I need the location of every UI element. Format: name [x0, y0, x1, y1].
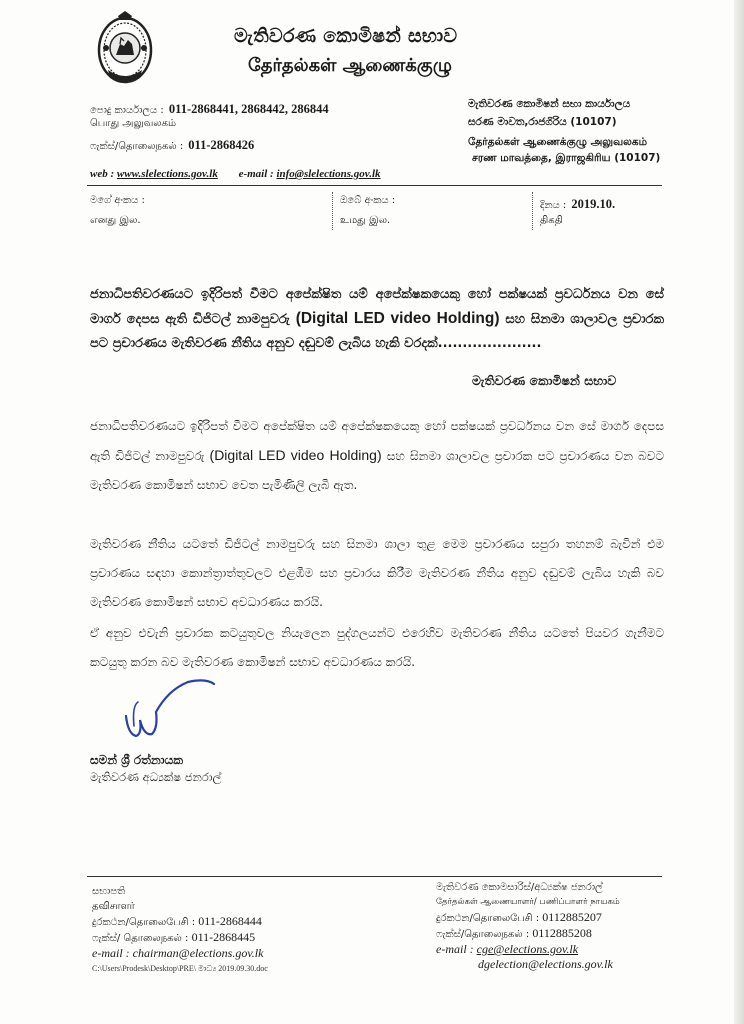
- my-ref-tamil: எனது இல.: [90, 215, 141, 226]
- date-value: 2019.10.: [571, 197, 616, 211]
- address-line-2: සරණ මාවත,රාජගිරිය (10107): [468, 116, 617, 128]
- footer-left-fax: 011-2868445: [191, 930, 256, 944]
- paragraph-1-english: (Digital LED video Holding): [209, 447, 382, 463]
- address-line-1: මැතිවරණ කොමිෂන් සභා කාර්යාලය: [468, 98, 631, 110]
- date-row: [540, 193, 615, 212]
- page-edge-shadow: [734, 0, 744, 1024]
- notice-heading: [90, 283, 664, 356]
- footer-right-email-1[interactable]: cge@elections.gov.lk: [476, 942, 579, 956]
- footer-left-phone-label: දුරකථන/தொலைபேசி :: [92, 917, 196, 928]
- footer-left-role-sinhala: සභාපති: [92, 886, 126, 897]
- office-numbers: 011-2868441, 2868442, 286844: [168, 102, 329, 116]
- footer-right-role-tamil: தேர்தல்கள் ஆணையாளர்/ பணிப்பாளர் நாயகம்: [436, 897, 620, 907]
- heading-part-2: සහ සිනමා ශාලාවල ප්‍රචාරක පට ප්‍රචාරණය මැතිවරණ නීතිය අනුව දඬුවම් ලැබිය හැකි වරදක්.....................: [90, 312, 665, 351]
- heading-part-1: ජනාධිපතිවරණයට ඉදිරිපත් වීමට අපේක්ෂිත යම් අපේක්ෂකයෙකු හෝ පක්ෂයක් ප්‍රවර්ධනය වන සේ මාර්ග දෙපස ඇති ඩිජිටල් නාමපුවරු: [90, 287, 664, 327]
- footer-left-email-label: e-mail :: [92, 946, 130, 960]
- web-url-link[interactable]: www.slelections.gov.lk: [116, 168, 218, 180]
- your-ref-sinhala: ඔබේ අංකය :: [340, 195, 396, 206]
- paragraph-1-part-b: සහ සිනමා ශාලාවල ප්‍රචාරක පට ප්‍රචාරණය වන බවට මැතිවරණ කොමිෂන් සභාව වෙත පැමිණිලි ලැබී ඇත.: [90, 449, 664, 492]
- footer-right-fax: 0112885208: [532, 926, 592, 940]
- office-label: පොදු කාර්යාලය :: [90, 105, 164, 116]
- footer-left-phone: 011-2868444: [198, 914, 262, 928]
- footer-left: [92, 884, 268, 976]
- handwritten-signature-icon: [118, 676, 218, 746]
- fax-number: 011-2868426: [188, 138, 255, 152]
- footer-right: [436, 880, 620, 972]
- my-ref-sinhala: මගේ අංකය :: [90, 195, 145, 206]
- paragraph-2: මැතිවරණ නීතිය යටතේ ඩිජිටල් නාමපුවරු සහ සිනමා ශාලා තුළ මෙම ප්‍රචාරණය සපුරා තහනම් බැවින් එම ප්‍රචාරණය සඳහා කොන්ත්‍රාත්තුවලට එළඹීම සහ ප්‍රචාරය කිරීම මැතිවරණ නීතිය අනුව දඬුවම් ලැබිය හැකි බව මැතිවරණ කොමිෂන් සභාව අවධාරණය කරයි.: [90, 537, 664, 609]
- footer-right-role-sinhala: මැතිවරණ කොමසාරිස්/අධ්‍යක්ෂ ජනරාල්: [436, 882, 603, 893]
- footer-right-phone-label: දුරකථන/தொலைபேசி :: [436, 913, 540, 924]
- signatory-title: මැතිවරණ අධ්‍යක්ෂ ජනරාල්: [90, 770, 222, 784]
- address-line-3: தேர்தல்கள் ஆணைக்குழு அலுவலகம்: [468, 136, 648, 148]
- email-label: e-mail :: [238, 168, 274, 180]
- paragraph-3: ඒ අනුව එවැනි ප්‍රචාරක කටයුතුවල නියැලෙන පුද්ගලයන්ට එරෙහිව මැතිවරණ නීතිය යටතේ පියවර ගැනීමට කටයුතු කරන බව මැතිවරණ කොමිෂන් සභාව අවධාරණය කරයි.: [90, 626, 664, 669]
- web-row: [90, 168, 381, 180]
- sri-lanka-emblem-icon: [94, 8, 156, 88]
- footer-right-fax-label: ෆැක්ස්/தொலைநகல் :: [436, 929, 530, 940]
- footer-left-role-tamil: தவிசாளர்: [92, 901, 135, 912]
- email-link[interactable]: info@slelections.gov.lk: [276, 168, 381, 180]
- ref-divider-1: [332, 192, 333, 230]
- fax-label: ෆැක්ස්/தொலைநகல் :: [90, 141, 184, 152]
- footer-left-fax-label: ෆැක්ස්/ தொலைநகல் :: [92, 933, 189, 944]
- office-title-sinhala: මැතිවරණ කොමිෂන් සභාව: [234, 25, 458, 47]
- ref-divider-2: [532, 192, 533, 230]
- heading-english: (Digital LED video Holding): [295, 310, 500, 327]
- web-label: web :: [90, 168, 115, 180]
- office-label-tamil: பொது அலுவலகம்: [90, 118, 177, 129]
- file-path: C:\Users\Prodesk\Desktop\PRE\ මාධ්‍ය 2019.09.30.doc: [92, 964, 268, 973]
- office-fax-row: [90, 134, 254, 153]
- header-rule: [87, 185, 662, 186]
- footer-right-phone: 0112885207: [542, 910, 602, 924]
- issuer-name: මැතිවරණ කොමිෂන් සභාව: [472, 373, 617, 388]
- your-ref-tamil: உமது இல.: [340, 215, 391, 226]
- paragraph-1-part-a: ජනාධිපතිවරණයට ඉදිරිපත් වීමට අපේක්ෂිත යම් අපේක්ෂකයෙකු හෝ පක්ෂයක් ප්‍රවර්ධනය වන සේ මාර්ග දෙපස ඇති ඩිජිටල් නාමපුවරු: [90, 419, 664, 463]
- footer-left-email[interactable]: chairman@elections.gov.lk: [132, 946, 264, 960]
- paragraph-1: [90, 412, 664, 500]
- signatory-name: සමන් ශ්‍රී රත්නායක: [90, 753, 183, 767]
- footer-right-email-2[interactable]: dgelection@elections.gov.lk: [478, 957, 613, 971]
- office-title-tamil: தேர்தல்கள் ஆணைக்குழு: [248, 55, 452, 76]
- footer-rule: [87, 876, 662, 877]
- date-label: දිනය :: [540, 200, 567, 211]
- office-phone-row: [90, 98, 329, 117]
- footer-right-email-label: e-mail :: [436, 942, 474, 956]
- address-line-4: சரண மாவத்தை, இராஜகிரிய (10107): [472, 152, 661, 164]
- date-label-tamil: திகதி: [540, 215, 563, 226]
